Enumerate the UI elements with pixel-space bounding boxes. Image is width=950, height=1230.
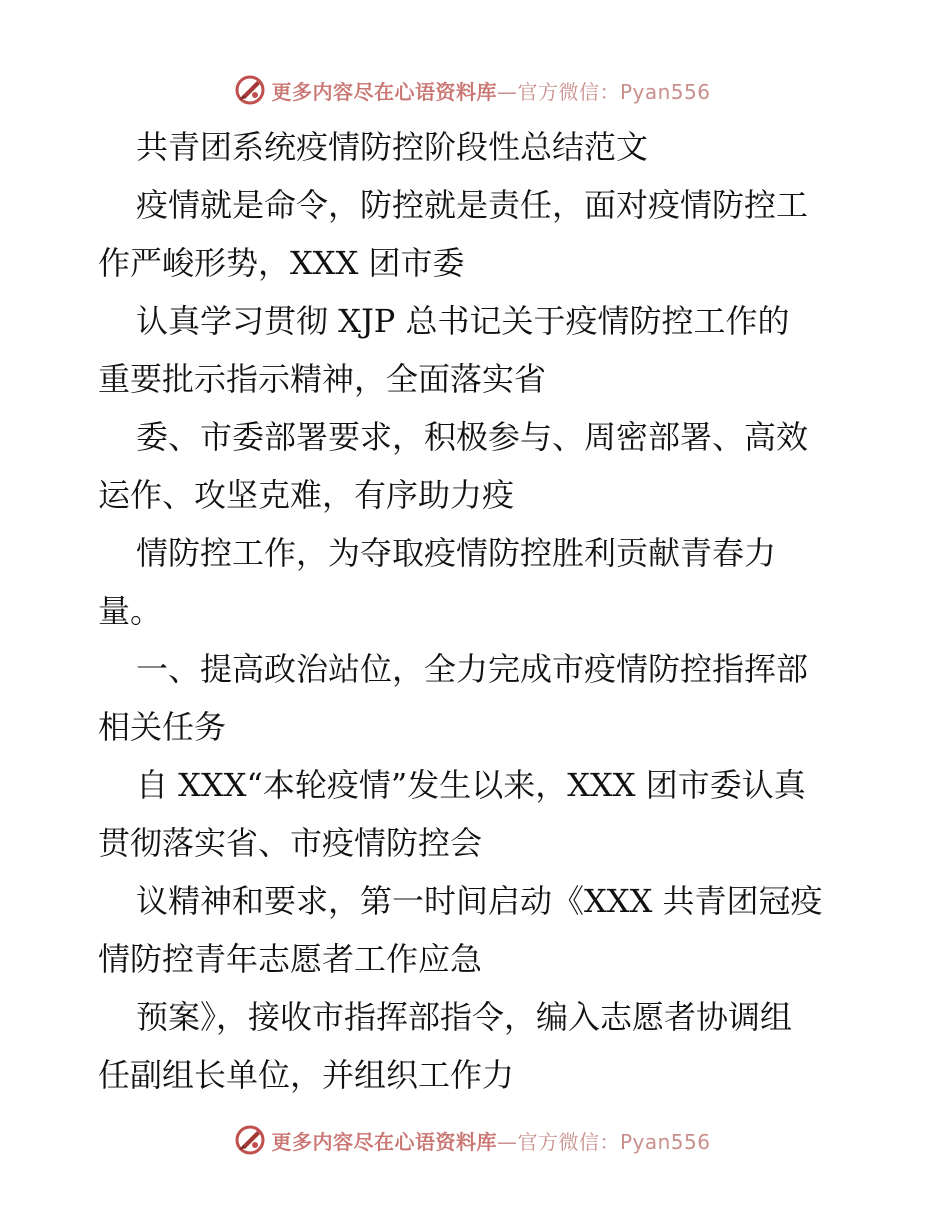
text-line: 作严峻形势，XXX 团市委	[98, 244, 465, 282]
text-line: 预案》，接收市指挥部指令，编入志愿者协调组	[136, 998, 793, 1036]
document-title: 共青团系统疫情防控阶段性总结范文	[136, 128, 649, 166]
text-line: 任副组长单位，并组织工作力	[98, 1056, 515, 1094]
text-line: 情防控青年志愿者工作应急	[98, 940, 483, 978]
section-heading: 一、提高政治站位，全力完成市疫情防控指挥部	[136, 650, 809, 688]
text-line: 认真学习贯彻 XJP 总书记关于疫情防控工作的	[136, 302, 790, 340]
text-line: 重要批示指示精神，全面落实省	[98, 360, 547, 398]
text-line: 议精神和要求，第一时间启动《XXX 共青团冠疫	[136, 882, 823, 920]
text-line: 自 XXX“本轮疫情”发生以来，XXX 团市委认真	[136, 766, 806, 804]
text-line: 运作、攻坚克难，有序助力疫	[98, 476, 515, 514]
text-line: 疫情就是命令，防控就是责任，面对疫情防控工	[136, 186, 809, 224]
header-watermark	[0, 70, 950, 110]
document-body	[98, 118, 858, 1104]
watermark-main-text: 更多内容尽在心语资料库	[271, 1129, 497, 1154]
logo-icon	[233, 73, 267, 107]
watermark-sub-text: —官方微信：Pyan556	[496, 79, 711, 104]
section-heading-continued: 相关任务	[98, 708, 227, 746]
footer-watermark	[0, 1120, 950, 1160]
logo-icon	[233, 1123, 267, 1157]
watermark-main-text: 更多内容尽在心语资料库	[271, 79, 497, 104]
watermark-sub-text: —官方微信：Pyan556	[496, 1129, 711, 1154]
text-line: 情防控工作，为夺取疫情防控胜利贡献青春力	[136, 534, 777, 572]
text-line: 量。	[98, 592, 163, 630]
text-line: 委、市委部署要求，积极参与、周密部署、高效	[136, 418, 809, 456]
text-line: 贯彻落实省、市疫情防控会	[98, 824, 483, 862]
